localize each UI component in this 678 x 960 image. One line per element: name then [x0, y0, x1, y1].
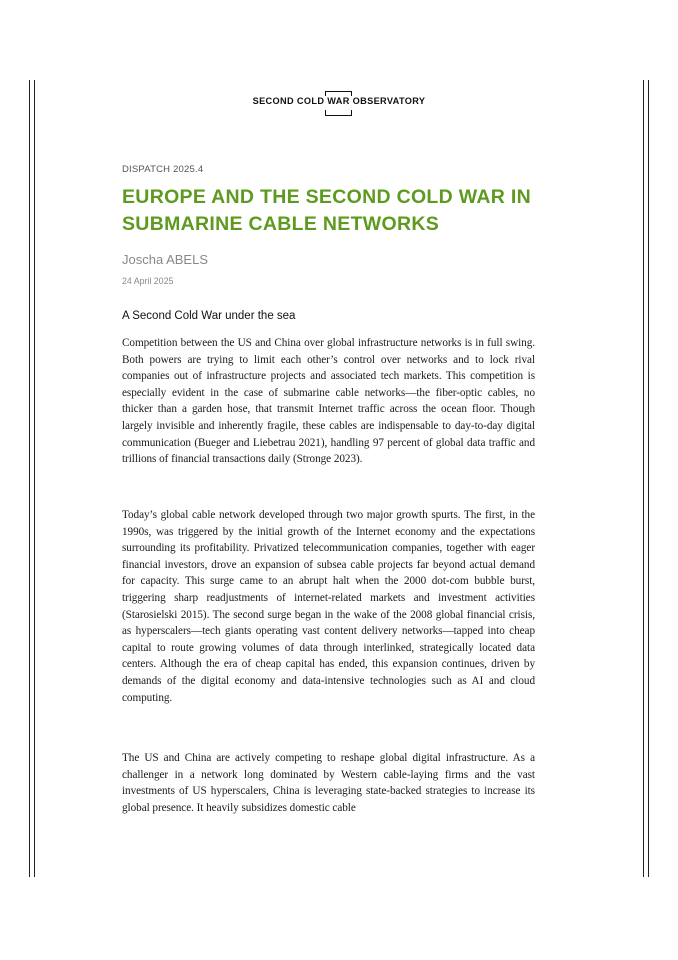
dispatch-label: DISPATCH 2025.4 [122, 164, 204, 175]
body-paragraph: Today’s global cable network developed through two major growth spurts. The first, in the 1990s, was triggered by the initial growth of the Internet economy and the expectations surrounding its profitability. Privatized telecommunication companies, together with eager financial investors, drove an expansion of subsea cable projects far beyond actual demand for capacity. This surge came to an abrupt halt when the 2000 dot-com bubble burst, triggering sharp readjustments of internet-related markets and investment activities (Starosielski 2015). The second surge began in the wake of the 2008 global financial crisis, as hyperscalers—tech giants operating vast content delivery networks—tapped into cheap capital to route growing volumes of data through interlinked, strategically located data centers. Although the era of cheap capital has ended, this expansion continues, driven by demands of the digital economy and data-intensive technologies such as AI and cloud computing. [122, 509, 535, 704]
author-name: Joscha ABELS [122, 252, 208, 267]
observatory-logo [0, 92, 678, 111]
right-border-rule-inner [643, 80, 644, 877]
logo-text-post: OBSERVATORY [349, 96, 426, 106]
left-border-rule-inner [34, 80, 35, 877]
publication-date: 24 April 2025 [122, 276, 174, 286]
logo-text-pre: SECOND COLD [252, 96, 328, 106]
right-border-rule-outer [648, 80, 649, 877]
body-paragraph: Competition between the US and China over global infrastructure networks is in full swing. Both powers are trying to limit each other’s control over networks and to lock rival companies out of infrastructure projects and associated tech markets. This competition is especially evident in the case of submarine cable networks—the fiber-optic cables, no thicker than a garden hose, that transmit Internet traffic across the ocean floor. Though largely invisible and inherently fragile, these cables are indispensable to day-to-day digital communication (Bueger and Liebetrau 2021), handling 97 percent of global data traffic and trillions of financial transactions daily (Stronge 2023). [122, 337, 535, 466]
logo-text-boxed: WAR [327, 92, 349, 111]
article-title: EUROPE AND THE SECOND COLD WAR IN SUBMARINE CABLE NETWORKS [122, 186, 531, 235]
section-heading: A Second Cold War under the sea [122, 310, 296, 322]
left-border-rule-outer [29, 80, 30, 877]
body-paragraph: The US and China are actively competing to reshape global digital infrastructure. As a challenger in a network long dominated by Western cable-laying firms and the vast investments of US hyperscalers, China is leveraging state-backed strategies to increase its global presence. It heavily subsidizes domestic cable [122, 752, 535, 814]
